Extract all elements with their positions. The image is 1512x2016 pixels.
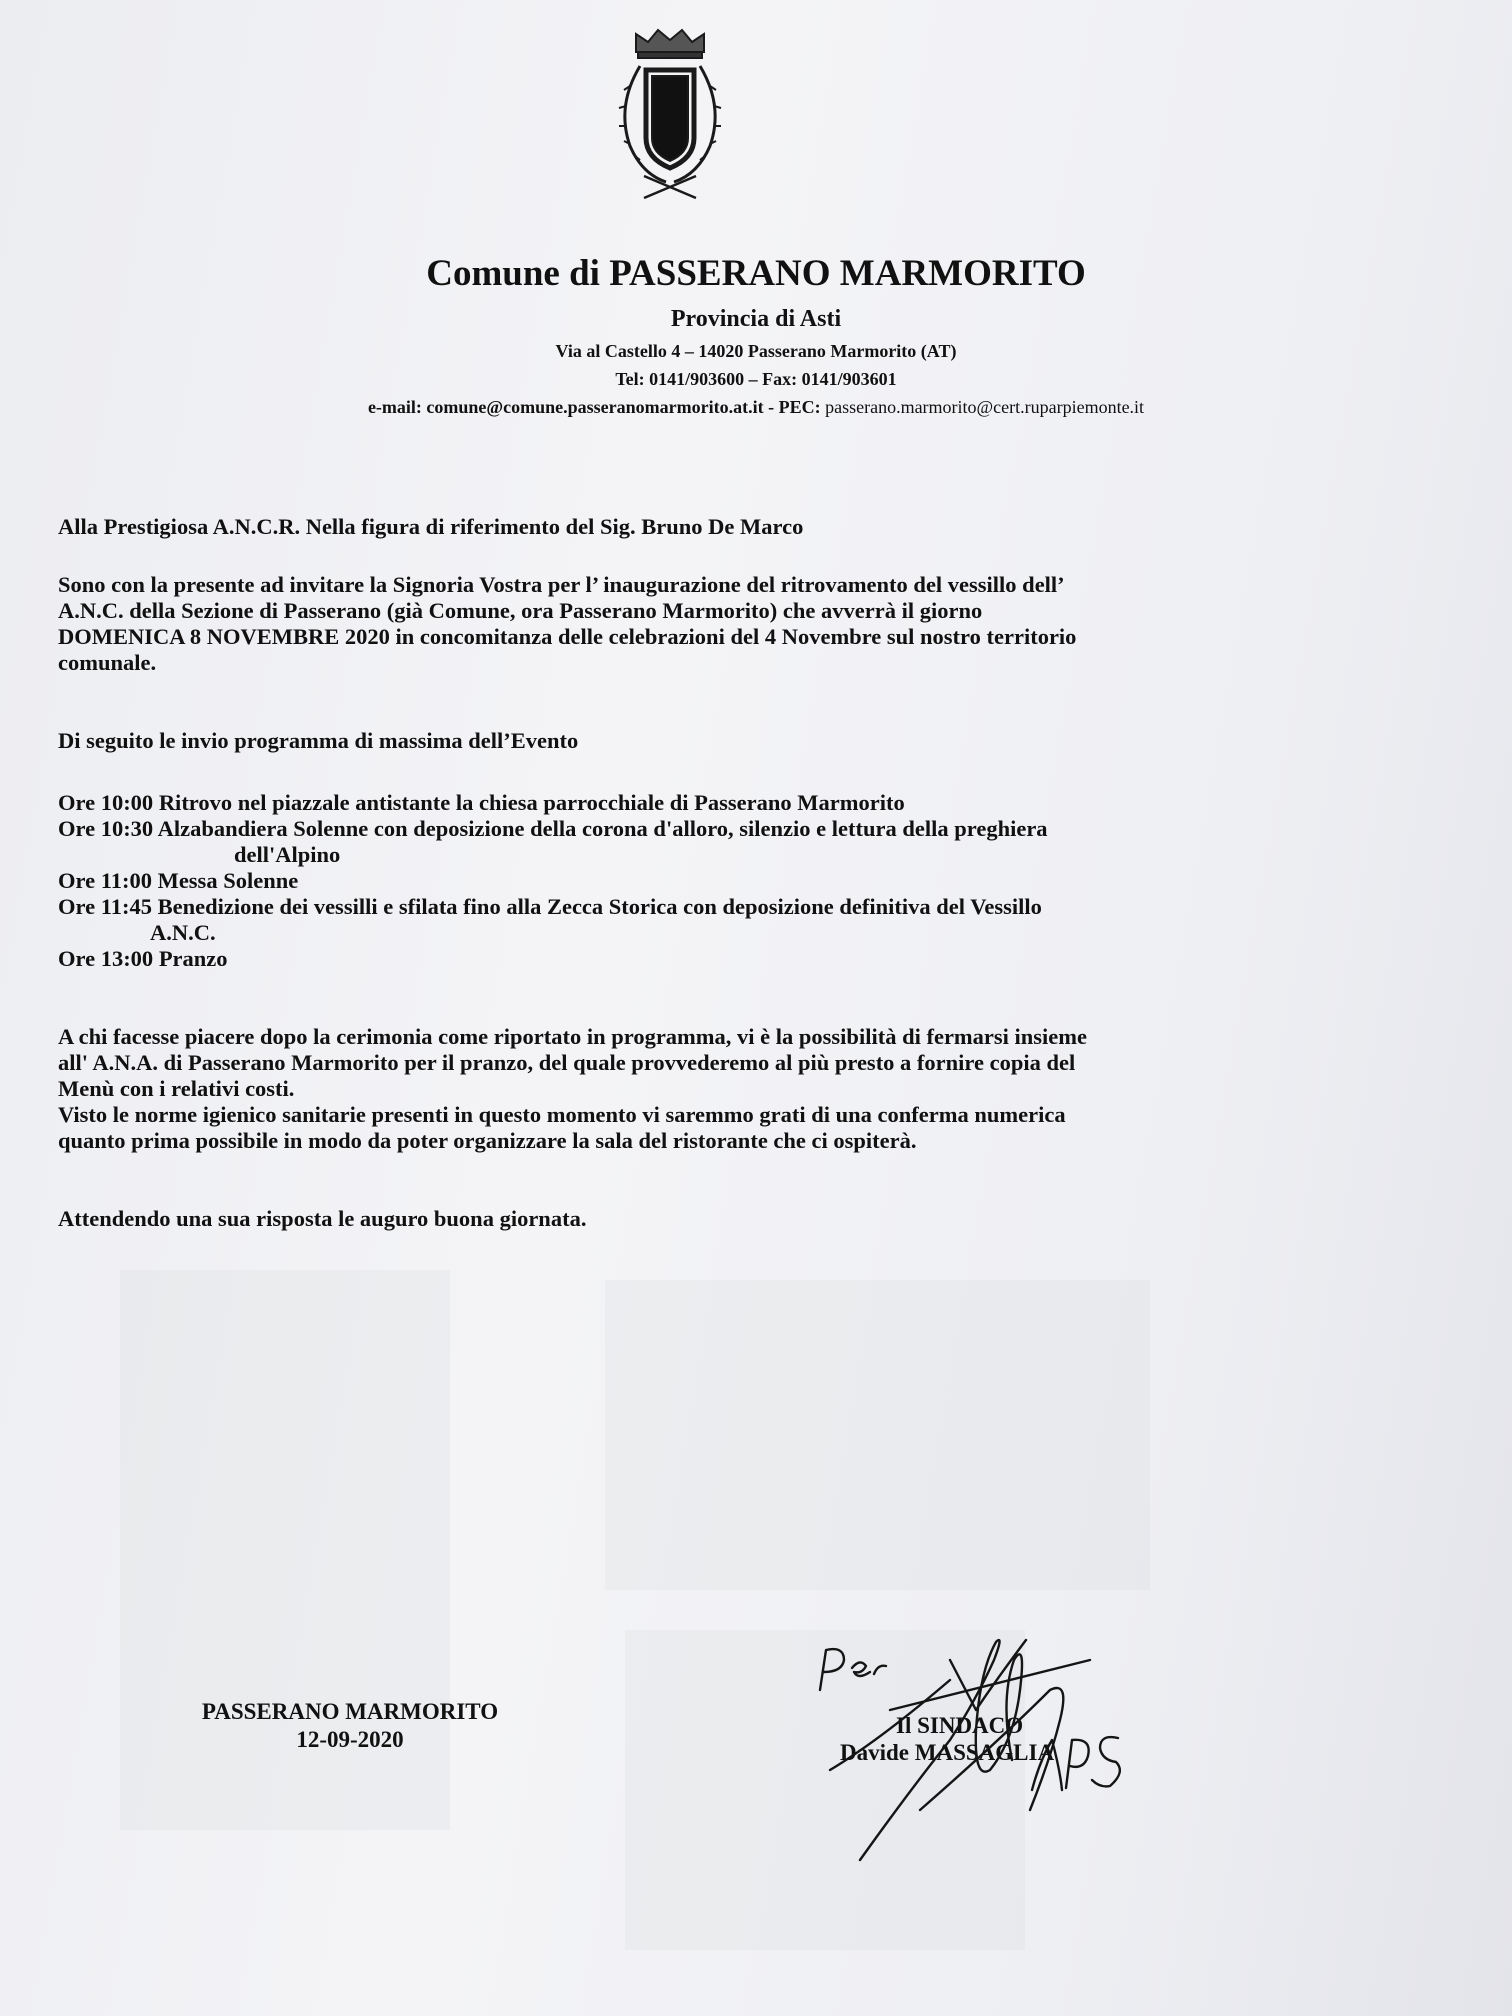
pec-address: passerano.marmorito@cert.ruparpiemonte.it [825, 397, 1145, 417]
municipality-title: Comune di PASSERANO MARMORITO [426, 253, 1086, 294]
program-item [58, 790, 1298, 816]
province: Provincia di Asti [670, 306, 842, 332]
lunch-line: Visto le norme igienico sanitarie presenti in questo momento vi saremmo grati di una conferma numerica [58, 1102, 1066, 1127]
signatory-role: Il SINDACO [896, 1713, 1024, 1738]
show-through-block [625, 1630, 1025, 1950]
phone-fax: Tel: 0141/903600 – Fax: 0141/903601 [615, 369, 897, 389]
program-time: Ore 11:00 [58, 868, 152, 893]
program-time: Ore 10:00 [58, 790, 154, 815]
program-continuation: dell'Alpino [234, 842, 341, 867]
program-text: Ritrovo nel piazzale antistante la chiesa parrocchiale di Passerano Marmorito [158, 790, 905, 815]
place: PASSERANO MARMORITO [201, 1699, 499, 1724]
signatory-name: Davide MASSAGLIA [840, 1740, 1055, 1765]
contact-email [0, 397, 1512, 418]
intro-line: comunale. [58, 650, 157, 675]
program-time: Ore 10:30 [58, 816, 154, 841]
program-text: Benedizione dei vessilli e sfilata fino alla Zecca Storica con deposizione definitiva del Vessillo [157, 894, 1042, 919]
program-time: Ore 11:45 [58, 894, 152, 919]
program-intro: Di seguito le invio programma di massima dell’Evento [58, 728, 579, 753]
program-item [58, 868, 1298, 894]
intro-line: DOMENICA 8 NOVEMBRE 2020 in concomitanza delle celebrazioni del 4 Novembre sul nostro territorio [58, 624, 1077, 649]
signatory-block [840, 1712, 1054, 1766]
program-item [58, 816, 1298, 842]
program-item [58, 894, 1298, 920]
program-continuation: A.N.C. [150, 920, 216, 945]
intro-line: A.N.C. della Sezione di Passerano (già Comune, ora Passerano Marmorito) che avverrà il giorno [58, 598, 983, 623]
program-text: Pranzo [158, 946, 228, 971]
municipal-coat-of-arms-icon [600, 26, 740, 216]
place-date-block [170, 1698, 530, 1754]
intro-line: Sono con la presente ad invitare la Signoria Vostra per l’ inaugurazione del ritrovamento del vessillo dell’ [58, 572, 1065, 597]
lunch-line: all' A.N.A. di Passerano Marmorito per il pranzo, del quale provvederemo al più presto a fornire copia del [58, 1050, 1076, 1075]
address: Via al Castello 4 – 14020 Passerano Marmorito (AT) [555, 341, 957, 361]
program-text: Alzabandiera Solenne con deposizione della corona d'alloro, silenzio e lettura della preghiera [157, 816, 1048, 841]
program-text: Messa Solenne [157, 868, 299, 893]
show-through-block [605, 1280, 1150, 1590]
lunch-line: Menù con i relativi costi. [58, 1076, 295, 1101]
program-time: Ore 13:00 [58, 946, 154, 971]
closing-line: Attendendo una sua risposta le auguro buona giornata. [58, 1206, 587, 1231]
lunch-line: A chi facesse piacere dopo la cerimonia come riportato in programma, vi è la possibilità di fermarsi insieme [58, 1024, 1088, 1049]
date: 12-09-2020 [296, 1727, 404, 1752]
program-item [58, 946, 1298, 972]
email-text: e-mail: comune@comune.passeranomarmorito.at.it - PEC: [367, 397, 826, 417]
lunch-line: quanto prima possibile in modo da poter organizzare la sala del ristorante che ci ospiterà. [58, 1128, 917, 1153]
recipient-line: Alla Prestigiosa A.N.C.R. Nella figura di riferimento del Sig. Bruno De Marco [58, 514, 804, 539]
